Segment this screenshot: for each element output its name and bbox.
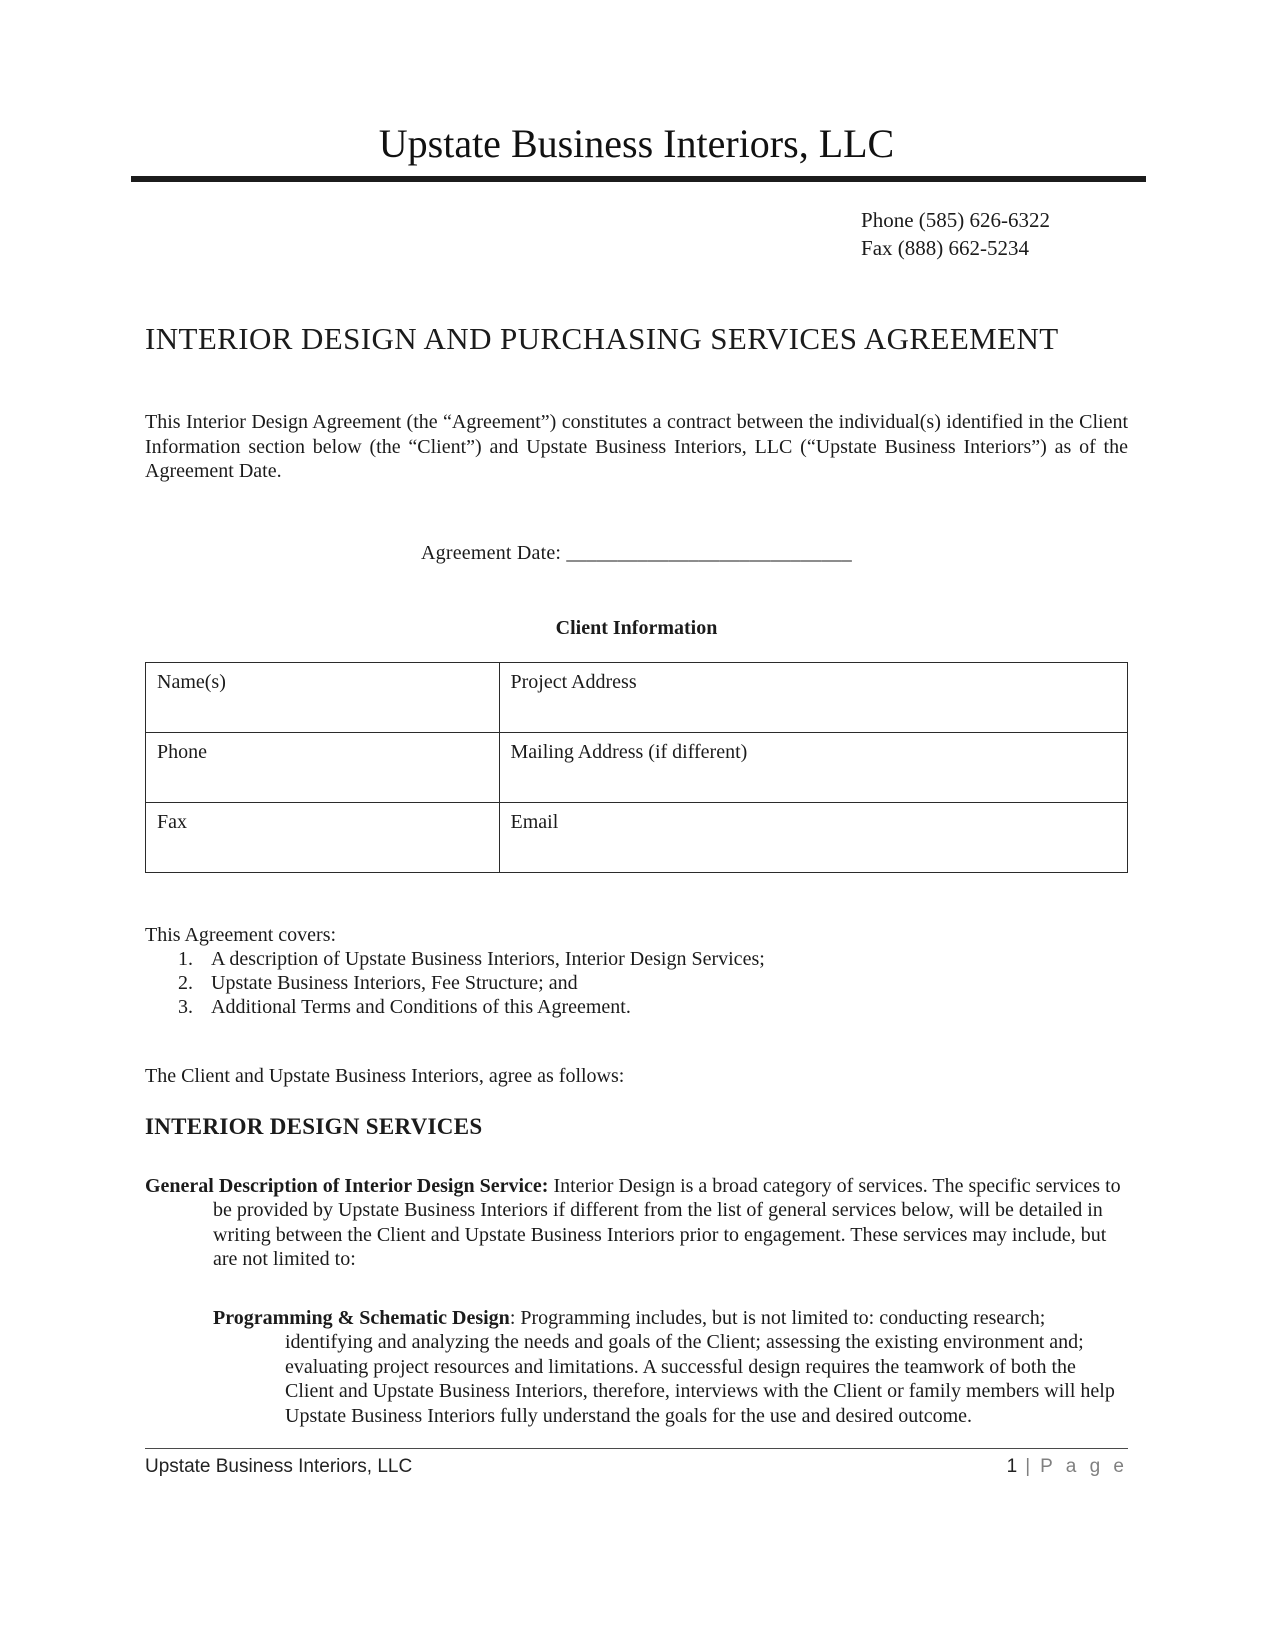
list-item-text: Upstate Business Interiors, Fee Structure; and [211,971,578,994]
table-row [146,732,1128,802]
list-item-text: Additional Terms and Conditions of this Agreement. [211,995,631,1018]
client-info-heading: Client Information [555,616,718,639]
contact-fax: Fax (888) 662-5234 [861,236,1029,261]
agreement-date-line [145,542,1128,565]
footer-company: Upstate Business Interiors, LLC [145,1456,413,1477]
list-item-text: A description of Upstate Business Interiors, Interior Design Services; [211,947,765,970]
table-row [146,662,1128,732]
programming-paragraph [213,1306,1128,1429]
covers-list [145,947,1128,1019]
services-section-heading: INTERIOR DESIGN SERVICES [145,1113,483,1139]
general-description-text: Interior Design is a broad category of services. The specific services to be provided by Upstate Business Interiors if different from the list of general services below, will be detailed in writing between the Client and Upstate Business Interiors prior to engagement. These services may include, but are not limited to: [213,1174,1121,1271]
list-item [145,995,1128,1019]
cell-fax-label: Fax [146,802,500,872]
cell-names-label: Name(s) [146,662,500,732]
list-item-number: 2. [178,971,193,994]
footer-separator: | [1025,1456,1031,1477]
list-item [145,971,1128,995]
programming-text: : Programming includes, but is not limited to: conducting research; identifying and analyzing the needs and goals of the Client; assessing the existing environment and; evaluating project resources and limitations. A successful design requires the teamwork of both the Client and Upstate Business Interiors, therefore, interviews with the Client or family members will help Upstate Business Interiors fully understand the goals for the use and desired outcome. [285,1306,1115,1427]
covers-lead: This Agreement covers: [145,923,337,946]
footer-page-number: 1 [1006,1456,1018,1477]
client-info-table [145,662,1128,873]
programming-lead: Programming & Schematic Design [213,1306,510,1329]
agreement-date-label: Agreement Date: [421,541,562,564]
cell-email-label: Email [499,802,1127,872]
page-footer [145,1448,1128,1478]
title-divider [131,176,1146,182]
intro-paragraph: This Interior Design Agreement (the “Agreement”) constitutes a contract between the individual(s) identified in the Client Information section below (the “Client”) and Upstate Business Interiors, LLC (“Upstate Business Interiors”) as of the Agreement Date. [145,411,1128,483]
footer-page-label: P a g e [1040,1456,1128,1477]
agreement-title: INTERIOR DESIGN AND PURCHASING SERVICES AGREEMENT [145,320,1059,356]
company-title: Upstate Business Interiors, LLC [378,121,895,166]
cell-mailing-address-label: Mailing Address (if different) [499,732,1127,802]
list-item-number: 1. [178,947,193,970]
list-item-number: 3. [178,995,193,1018]
footer-page-indicator [1007,1456,1128,1478]
list-item [145,947,1128,971]
general-description-paragraph [145,1174,1128,1272]
agreement-date-blank: ____________________________ [566,541,852,564]
table-row [146,802,1128,872]
general-description-lead: General Description of Interior Design Service: [145,1174,549,1197]
cell-project-address-label: Project Address [499,662,1127,732]
contact-block [861,206,1050,263]
contact-phone: Phone (585) 626-6322 [861,208,1050,232]
cell-phone-label: Phone [146,732,500,802]
agree-line: The Client and Upstate Business Interiors, agree as follows: [145,1064,625,1087]
